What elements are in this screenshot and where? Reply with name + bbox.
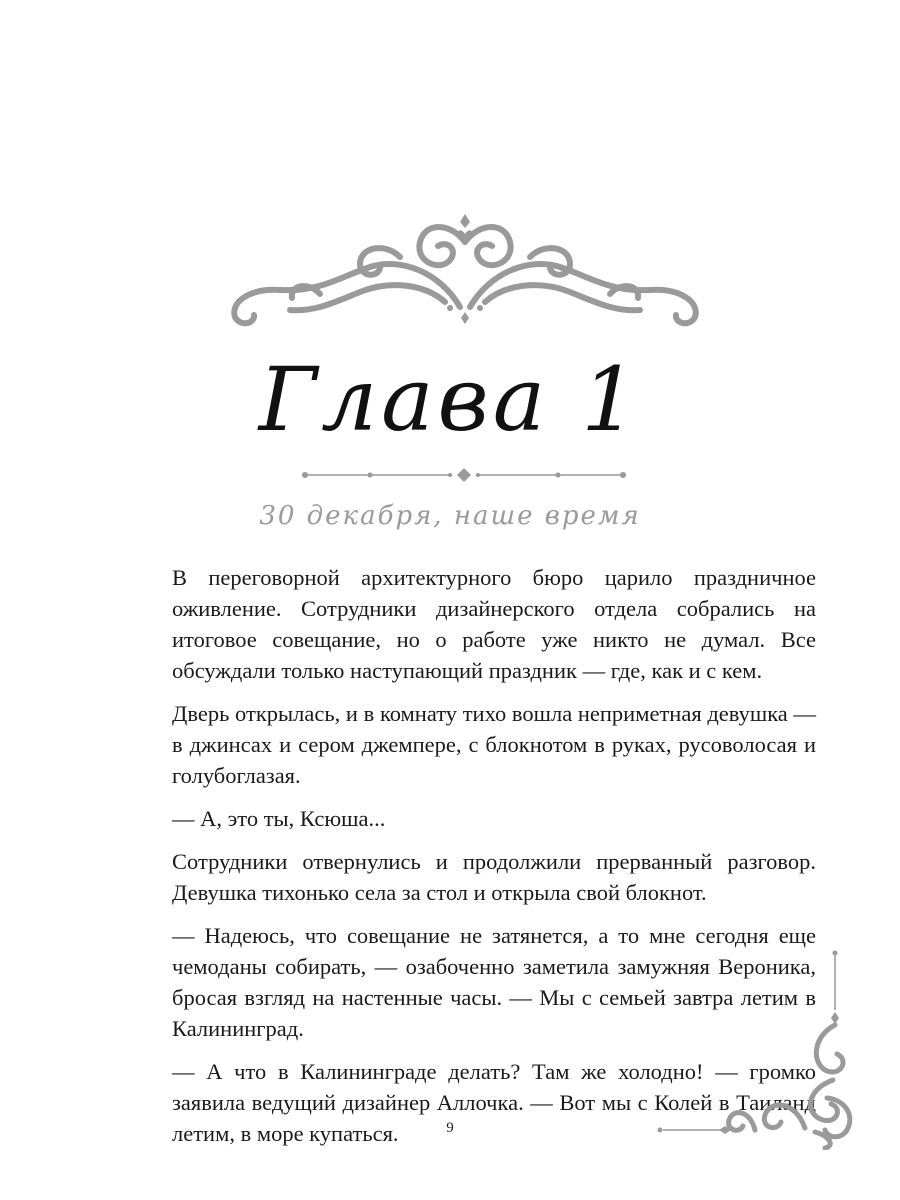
paragraph: Дверь открылась, и в комнату тихо вошла неприметная девушка — в джинсах и сером джемпере, с блокнотом в руках, русоволосая и голубоглазая. — [172, 701, 816, 788]
top-flourish-ornament — [210, 212, 720, 332]
paragraph: — А, это ты, Ксюша... — [172, 806, 386, 831]
paragraph: В переговорной архитектурного бюро царило праздничное оживление. Сотрудники дизайнерского отдела собрались на итоговое совещание, но о работе уже никто не думал. Все обсуждали только наступающий праздник — где, как и с кем. — [172, 565, 816, 683]
chapter-title: Глава 1 — [258, 348, 642, 451]
chapter-date: 30 декабря, наше время — [259, 501, 641, 531]
paragraph: Сотрудники отвернулись и продолжили прерванный разговор. Девушка тихонько села за стол и открыла свой блокнот. — [172, 849, 816, 905]
paragraph: — Надеюсь, что совещание не затянется, а то мне сегодня еще чемоданы собирать, — озабоченно заметила замужняя Вероника, бросая взгляд на настенные часы. — Мы с семьей завтра летим в Калининград. — [172, 923, 816, 1041]
page-number: 9 — [446, 1120, 454, 1136]
corner-flourish-ornament — [655, 950, 865, 1150]
paragraph: — А что в Калининграде делать? Там же холодно! — громко заявила ведущий дизайнер Аллочка. — Вот мы с Колей в Таиланд летим, в море купаться. — [172, 1059, 816, 1146]
title-divider-ornament — [300, 466, 628, 484]
